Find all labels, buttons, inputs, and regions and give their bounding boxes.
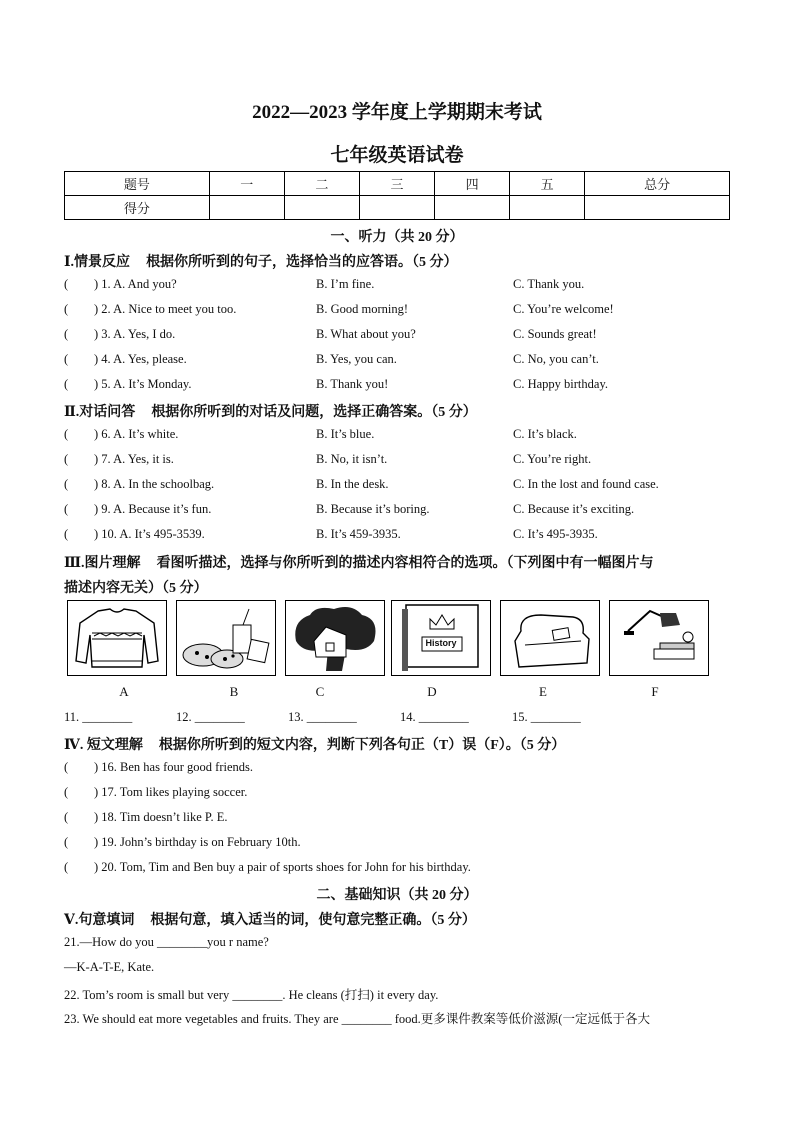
statement-row: ( ) 20. Tom, Tim and Ben buy a pair of sports shoes for John for his birthday. xyxy=(64,860,471,874)
part-4-instruction: 根据你所听到的短文内容，判断下列各句正（T）误（F）。（5 分） xyxy=(158,738,566,753)
part-1-heading xyxy=(64,251,458,271)
picture-label-b: B xyxy=(229,684,239,699)
statement-text: ) 17. Tom likes playing soccer. xyxy=(94,785,248,799)
question-stem-option-a: ) 1. A. And you? xyxy=(94,277,177,291)
option-b: B. It’s blue. xyxy=(316,427,375,441)
score-cell[interactable] xyxy=(209,196,284,220)
question-row: ( ) 7. A. Yes, it is. B. No, it isn’t. C. You’re right. xyxy=(64,452,592,466)
option-b: B. Because it’s boring. xyxy=(316,502,430,516)
picture-label-d: D xyxy=(427,684,437,699)
question-stem-option-a: ) 10. A. It’s 495-3539. xyxy=(94,527,205,541)
score-cell[interactable] xyxy=(359,196,434,220)
question-row: ( ) 9. A. Because it’s fun. B. Because it’s boring. C. Because it’s exciting. xyxy=(64,502,635,516)
question-23: 23. We should eat more vegetables and fruits. They are ________ food.更多课件教案等低价滋源(一定远低于各大 xyxy=(64,1012,650,1026)
score-header-cell: 题号 xyxy=(65,172,210,196)
statement-text: ) 18. Tim doesn’t like P. E. xyxy=(94,810,228,824)
option-b: B. I’m fine. xyxy=(316,277,375,291)
question-stem-option-a: ) 2. A. Nice to meet you too. xyxy=(94,302,237,316)
question-stem-option-a: ) 6. A. It’s white. xyxy=(94,427,179,441)
picture-d-history-book xyxy=(391,600,491,676)
option-c: C. No, you can’t. xyxy=(513,352,599,366)
score-header-cell: 总分 xyxy=(585,172,730,196)
statement-text: ) 20. Tom, Tim and Ben buy a pair of sports shoes for John for his birthday. xyxy=(94,860,471,874)
part-2-title: Ⅱ.对话问答 xyxy=(64,405,136,420)
statement-text: ) 16. Ben has four good friends. xyxy=(94,760,253,774)
option-b: B. What about you? xyxy=(316,327,416,341)
section-heading-basics: 二、基础知识（共 20 分） xyxy=(316,888,478,903)
option-b: B. In the desk. xyxy=(316,477,389,491)
option-c: C. Happy birthday. xyxy=(513,377,609,391)
score-table-score-row xyxy=(65,196,730,220)
part-2-instruction: 根据你所听到的对话及问题，选择正确答案。（5 分） xyxy=(151,405,477,420)
option-c: C. You’re welcome! xyxy=(513,302,614,316)
statement-row: ( ) 17. Tom likes playing soccer. xyxy=(64,785,248,799)
question-row: ( ) 3. A. Yes, I do. B. What about you? C. Sounds great! xyxy=(64,327,597,341)
part-3-instruction: 看图听描述，选择与你所听到的描述内容相符合的选项。（下列图中有一幅图片与 xyxy=(156,556,654,571)
part-1-title: Ⅰ.情景反应 xyxy=(64,255,131,270)
answer-blank[interactable]: 12. ________ xyxy=(176,710,245,724)
picture-label-e: E xyxy=(539,684,547,699)
score-header-cell: 四 xyxy=(435,172,510,196)
part-2-heading xyxy=(64,401,477,421)
picture-e-sofa xyxy=(500,600,600,676)
question-row: ( ) 6. A. It’s white. B. It’s blue. C. It’s black. xyxy=(64,427,577,441)
option-b: B. Good morning! xyxy=(316,302,409,316)
option-b: B. It’s 459-3935. xyxy=(316,527,401,541)
picture-answer-blanks xyxy=(64,710,664,730)
score-cell[interactable] xyxy=(284,196,359,220)
score-cell[interactable] xyxy=(510,196,585,220)
exam-subtitle: 七年级英语试卷 xyxy=(330,145,464,166)
score-cell[interactable] xyxy=(585,196,730,220)
section-heading-listening: 一、听力（共 20 分） xyxy=(330,230,464,245)
question-22: 22. Tom’s room is small but very ________. He cleans (打扫) it every day. xyxy=(64,988,439,1002)
question-row: ( ) 2. A. Nice to meet you too. B. Good morning! C. You’re welcome! xyxy=(64,302,614,316)
picture-label-c: C xyxy=(315,684,325,699)
score-row-label: 得分 xyxy=(65,196,210,220)
question-stem-option-a: ) 3. A. Yes, I do. xyxy=(94,327,176,341)
score-table-header-row xyxy=(65,172,730,196)
question-row: ( ) 1. A. And you? B. I’m fine. C. Thank you. xyxy=(64,277,585,291)
part-4-heading xyxy=(64,734,565,754)
statement-row: ( ) 19. John’s birthday is on February 10th. xyxy=(64,835,301,849)
question-row: ( ) 8. A. In the schoolbag. B. In the desk. C. In the lost and found case. xyxy=(64,477,659,491)
option-c: C. Thank you. xyxy=(513,277,585,291)
option-c: C. It’s black. xyxy=(513,427,577,441)
part-1-instruction: 根据你所听到的句子，选择恰当的应答语。（5 分） xyxy=(146,255,458,270)
book-title: History xyxy=(425,638,457,648)
question-stem-option-a: ) 9. A. Because it’s fun. xyxy=(94,502,212,516)
picture-c-house-tree xyxy=(285,600,385,676)
picture-label-f: F xyxy=(651,684,659,699)
part-3-title: Ⅲ.图片理解 xyxy=(64,556,141,571)
statement-row: ( ) 18. Tim doesn’t like P. E. xyxy=(64,810,228,824)
picture-label-a: A xyxy=(119,684,129,699)
picture-b-cookies-juice xyxy=(176,600,276,676)
score-header-cell: 二 xyxy=(284,172,359,196)
answer-blank[interactable]: 13. ________ xyxy=(288,710,357,724)
score-header-cell: 三 xyxy=(359,172,434,196)
exam-title: 2022—2023 学年度上学期期末考试 xyxy=(252,102,542,123)
question-row: ( ) 10. A. It’s 495-3539. B. It’s 459-3935. C. It’s 495-3935. xyxy=(64,527,598,541)
picture-row xyxy=(64,600,724,680)
option-c: C. You’re right. xyxy=(513,452,592,466)
answer-blank[interactable]: 11. ________ xyxy=(64,710,133,724)
option-b: B. No, it isn’t. xyxy=(316,452,388,466)
question-21-answer: —K-A-T-E, Kate. xyxy=(64,960,155,974)
question-stem-option-a: ) 4. A. Yes, please. xyxy=(94,352,187,366)
picture-a-sweater xyxy=(67,600,167,676)
part-3-instruction-cont: 描述内容无关）（5 分） xyxy=(64,581,208,596)
part-3-heading xyxy=(64,551,744,601)
option-b: B. Yes, you can. xyxy=(316,352,397,366)
option-c: C. Sounds great! xyxy=(513,327,597,341)
picture-f-desk-lamp-books xyxy=(609,600,709,676)
score-cell[interactable] xyxy=(435,196,510,220)
statement-row: ( ) 16. Ben has four good friends. xyxy=(64,760,253,774)
question-stem-option-a: ) 5. A. It’s Monday. xyxy=(94,377,192,391)
part-4-title: Ⅳ. 短文理解 xyxy=(64,738,143,753)
part-5-instruction: 根据句意，填入适当的词，使句意完整正确。（5 分） xyxy=(150,913,476,928)
option-c: C. It’s 495-3935. xyxy=(513,527,598,541)
score-table xyxy=(64,171,730,220)
question-row: ( ) 5. A. It’s Monday. B. Thank you! C. Happy birthday. xyxy=(64,377,609,391)
question-stem-option-a: ) 8. A. In the schoolbag. xyxy=(94,477,215,491)
score-header-cell: 一 xyxy=(209,172,284,196)
part-5-heading xyxy=(64,909,476,929)
statement-text: ) 19. John’s birthday is on February 10th. xyxy=(94,835,301,849)
option-c: C. Because it’s exciting. xyxy=(513,502,635,516)
answer-blank[interactable]: 14. ________ xyxy=(400,710,469,724)
answer-blank[interactable]: 15. ________ xyxy=(512,710,581,724)
part-5-title: Ⅴ.句意填词 xyxy=(64,913,135,928)
option-b: B. Thank you! xyxy=(316,377,389,391)
question-stem-option-a: ) 7. A. Yes, it is. xyxy=(94,452,174,466)
question-21: 21.—How do you ________you r name? xyxy=(64,935,269,949)
question-row: ( ) 4. A. Yes, please. B. Yes, you can. C. No, you can’t. xyxy=(64,352,599,366)
score-header-cell: 五 xyxy=(510,172,585,196)
option-c: C. In the lost and found case. xyxy=(513,477,659,491)
